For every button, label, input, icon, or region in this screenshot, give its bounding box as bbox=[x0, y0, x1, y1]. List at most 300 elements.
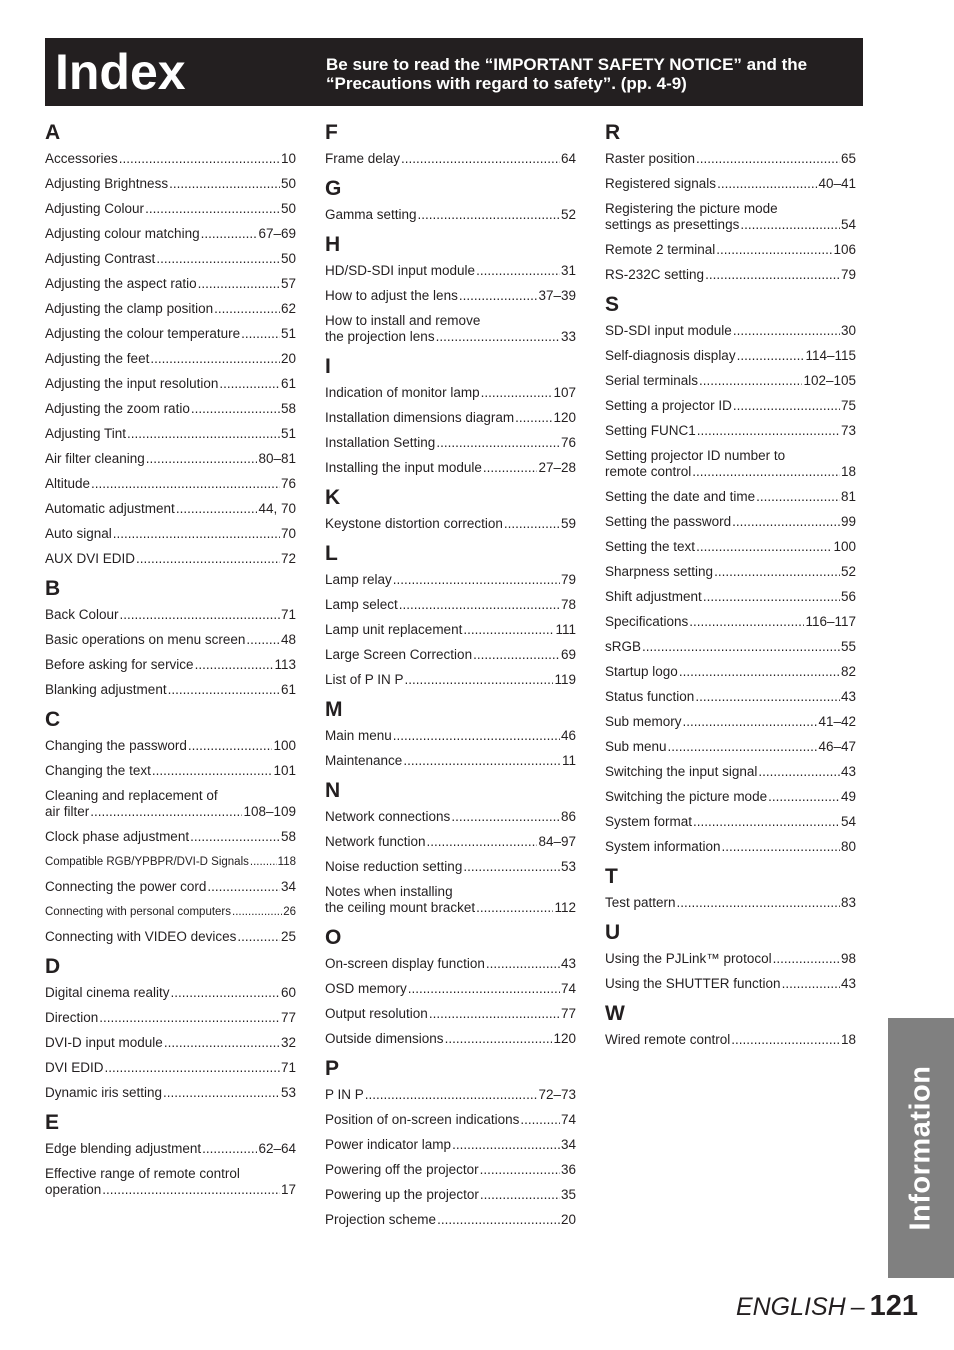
index-entry-page: 46 bbox=[560, 728, 576, 743]
dot-leader bbox=[176, 501, 258, 517]
index-entry-text: Switching the picture mode bbox=[605, 789, 768, 804]
index-entry bbox=[605, 710, 856, 735]
index-entry-text: Adjusting Contrast bbox=[45, 251, 156, 266]
index-entry bbox=[605, 344, 856, 369]
dot-leader bbox=[436, 329, 560, 345]
dot-leader bbox=[740, 217, 840, 233]
index-entry-page: 33 bbox=[560, 329, 576, 344]
dot-leader bbox=[697, 423, 840, 439]
index-entry-page: 44, 70 bbox=[258, 501, 296, 516]
index-entry-text: Specifications bbox=[605, 614, 689, 629]
index-entry-page: 67–69 bbox=[258, 226, 296, 241]
index-entry-text-line-1: Setting projector ID number to bbox=[605, 448, 786, 463]
index-entry-text: OSD memory bbox=[325, 981, 407, 996]
page-footer bbox=[736, 1290, 918, 1323]
index-entry-text: operation bbox=[45, 1182, 102, 1197]
index-entry bbox=[605, 147, 856, 172]
dot-leader bbox=[219, 376, 280, 392]
dot-leader bbox=[463, 859, 560, 875]
dot-leader bbox=[232, 904, 282, 920]
index-entry-text: Using the PJLink™ protocol bbox=[605, 951, 772, 966]
dot-leader bbox=[102, 1182, 280, 1198]
index-entry bbox=[325, 1083, 576, 1108]
page-title: Index bbox=[55, 44, 186, 100]
index-entry-page: 31 bbox=[560, 263, 576, 278]
index-letter-heading: G bbox=[325, 177, 342, 200]
index-entry-text: P IN P bbox=[325, 1087, 364, 1102]
index-entry-text: Adjusting the colour temperature bbox=[45, 326, 241, 341]
index-entry-page: 76 bbox=[560, 435, 576, 450]
index-entry-text: Keystone distortion correction bbox=[325, 516, 503, 531]
index-entry-text: SD-SDI input module bbox=[605, 323, 732, 338]
index-entry-page: 27–28 bbox=[538, 460, 576, 475]
index-entry bbox=[325, 456, 576, 481]
index-entry-page: 52 bbox=[560, 207, 576, 222]
index-entry-page: 78 bbox=[560, 597, 576, 612]
index-entry bbox=[605, 535, 856, 560]
index-entry bbox=[325, 749, 576, 774]
dot-leader bbox=[250, 854, 277, 870]
index-entry-page: 65 bbox=[840, 151, 856, 166]
index-entry-text: Startup logo bbox=[605, 664, 678, 679]
index-entry-text: Indication of monitor lamp bbox=[325, 385, 480, 400]
index-letter-heading: P bbox=[325, 1057, 340, 1080]
index-entry-text: Raster position bbox=[605, 151, 696, 166]
index-entry-text: Automatic adjustment bbox=[45, 501, 175, 516]
index-entry-page: 86 bbox=[560, 809, 576, 824]
index-letter-heading: M bbox=[325, 698, 343, 721]
dot-leader bbox=[399, 597, 560, 613]
index-entry-text: On-screen display function bbox=[325, 956, 485, 971]
index-entry-text: Changing the text bbox=[45, 763, 151, 778]
index-entry-page: 76 bbox=[280, 476, 296, 491]
index-entry-page: 114–115 bbox=[805, 348, 856, 363]
dot-leader bbox=[99, 1010, 280, 1026]
index-entry-page: 43 bbox=[560, 956, 576, 971]
index-entry bbox=[325, 431, 576, 456]
dot-leader bbox=[120, 607, 280, 623]
index-letter-heading: W bbox=[605, 1002, 625, 1025]
index-entry-text: Network function bbox=[325, 834, 426, 849]
index-entry-text: Accessories bbox=[45, 151, 118, 166]
index-entry-page: 77 bbox=[280, 1010, 296, 1025]
footer-separator: – bbox=[850, 1293, 865, 1321]
dot-leader bbox=[429, 1006, 560, 1022]
index-entry-page: 81 bbox=[840, 489, 856, 504]
index-column-3 bbox=[605, 119, 856, 1053]
index-entry-page: 113 bbox=[274, 657, 296, 672]
index-entry-page: 53 bbox=[280, 1085, 296, 1100]
index-entry-text: Noise reduction setting bbox=[325, 859, 463, 874]
dot-leader bbox=[445, 1031, 553, 1047]
dot-leader bbox=[408, 981, 560, 997]
index-entry bbox=[605, 197, 856, 238]
index-entry bbox=[325, 259, 576, 284]
index-entry-text: Compatible RGB/YPBPR/DVI-D Signals bbox=[45, 856, 249, 868]
index-entry-text: Edge blending adjustment bbox=[45, 1141, 202, 1156]
dot-leader bbox=[486, 956, 560, 972]
dot-leader bbox=[773, 951, 840, 967]
index-entry bbox=[45, 247, 296, 272]
index-entry bbox=[45, 900, 296, 925]
index-letter-heading: K bbox=[325, 486, 341, 509]
index-entry-text: Test pattern bbox=[605, 895, 676, 910]
dot-leader bbox=[195, 657, 274, 673]
index-entry bbox=[325, 406, 576, 431]
index-entry bbox=[605, 238, 856, 263]
index-entry-page: 99 bbox=[840, 514, 856, 529]
index-entry-text: Serial terminals bbox=[605, 373, 699, 388]
index-column-1 bbox=[45, 119, 296, 1203]
index-letter-heading: R bbox=[605, 121, 621, 144]
index-entry-page: 73 bbox=[840, 423, 856, 438]
index-entry bbox=[325, 1002, 576, 1027]
index-entry-text: Adjusting colour matching bbox=[45, 226, 200, 241]
index-entry-page: 43 bbox=[840, 689, 856, 704]
index-entry-page: 37–39 bbox=[538, 288, 576, 303]
index-entry-page: 101 bbox=[273, 763, 296, 778]
index-entry bbox=[45, 297, 296, 322]
dot-leader bbox=[113, 526, 280, 542]
index-entry-text: Adjusting the input resolution bbox=[45, 376, 219, 391]
index-letter-heading: N bbox=[325, 779, 341, 802]
index-entry bbox=[325, 1208, 576, 1233]
index-entry bbox=[605, 835, 856, 860]
index-entry bbox=[325, 1027, 576, 1052]
index-entry bbox=[605, 319, 856, 344]
index-entry bbox=[45, 222, 296, 247]
index-entry bbox=[325, 618, 576, 643]
index-entry-page: 62–64 bbox=[258, 1141, 296, 1156]
index-entry-page: 80 bbox=[840, 839, 856, 854]
index-entry bbox=[605, 891, 856, 916]
index-entry bbox=[45, 372, 296, 397]
index-entry-page: 74 bbox=[560, 1112, 576, 1127]
index-entry bbox=[45, 197, 296, 222]
index-entry-page: 60 bbox=[280, 985, 296, 1000]
index-entry bbox=[605, 263, 856, 288]
index-entry-text: Status function bbox=[605, 689, 695, 704]
index-entry-text: Connecting the power cord bbox=[45, 879, 207, 894]
index-entry bbox=[605, 172, 856, 197]
index-entry-text: Basic operations on menu screen bbox=[45, 632, 246, 647]
index-entry-page: 61 bbox=[280, 682, 296, 697]
dot-leader bbox=[483, 460, 538, 476]
index-letter-heading: I bbox=[325, 355, 331, 378]
index-entry-page: 43 bbox=[840, 764, 856, 779]
index-entry-text: Maintenance bbox=[325, 753, 403, 768]
index-entry bbox=[45, 875, 296, 900]
dot-leader bbox=[198, 276, 280, 292]
index-entry-text: Direction bbox=[45, 1010, 99, 1025]
index-letter-heading: E bbox=[45, 1111, 60, 1134]
section-tab bbox=[888, 1018, 954, 1278]
dot-leader bbox=[693, 814, 840, 830]
dot-leader bbox=[677, 895, 840, 911]
page-number: 121 bbox=[869, 1290, 918, 1322]
index-entry-page: 34 bbox=[280, 879, 296, 894]
index-entry bbox=[325, 1158, 576, 1183]
dot-leader bbox=[679, 664, 840, 680]
index-entry-page: 118 bbox=[277, 856, 296, 868]
index-entry bbox=[325, 880, 576, 921]
dot-leader bbox=[520, 1112, 560, 1128]
index-entry bbox=[605, 810, 856, 835]
index-entry-text: Setting the date and time bbox=[605, 489, 756, 504]
index-entry-page: 111 bbox=[555, 622, 576, 637]
dot-leader bbox=[683, 714, 818, 730]
dot-leader bbox=[733, 398, 840, 414]
dot-leader bbox=[188, 738, 273, 754]
index-entry-text: Wired remote control bbox=[605, 1032, 731, 1047]
dot-leader bbox=[696, 151, 840, 167]
index-entry-text: the projection lens bbox=[325, 329, 435, 344]
index-entry-text: Air filter cleaning bbox=[45, 451, 145, 466]
index-entry-text: Output resolution bbox=[325, 1006, 428, 1021]
dot-leader bbox=[515, 410, 552, 426]
index-entry-text: HD/SD-SDI input module bbox=[325, 263, 476, 278]
index-letter-heading: A bbox=[45, 121, 61, 144]
index-entry bbox=[325, 805, 576, 830]
index-entry bbox=[605, 585, 856, 610]
dot-leader bbox=[476, 263, 560, 279]
index-header bbox=[45, 38, 863, 106]
dot-leader bbox=[696, 539, 832, 555]
index-entry-text: Adjusting the aspect ratio bbox=[45, 276, 197, 291]
index-entry-page: 80–81 bbox=[258, 451, 296, 466]
dot-leader bbox=[145, 201, 280, 217]
index-entry-page: 55 bbox=[840, 639, 856, 654]
index-entry-page: 69 bbox=[560, 647, 576, 662]
index-entry-page: 75 bbox=[840, 398, 856, 413]
dot-leader bbox=[481, 385, 553, 401]
index-entry-text: settings as presettings bbox=[605, 217, 740, 232]
dot-leader bbox=[146, 451, 258, 467]
index-entry bbox=[45, 1006, 296, 1031]
dot-leader bbox=[201, 226, 258, 242]
index-entry-text-line-1: Notes when installing bbox=[325, 884, 453, 899]
index-entry-text: Adjusting the feet bbox=[45, 351, 150, 366]
index-entry-text: Sub memory bbox=[605, 714, 682, 729]
dot-leader bbox=[731, 1032, 840, 1048]
index-entry-text: Altitude bbox=[45, 476, 91, 491]
dot-leader bbox=[401, 151, 560, 167]
index-entry bbox=[45, 1162, 296, 1203]
index-entry-text: Outside dimensions bbox=[325, 1031, 444, 1046]
dot-leader bbox=[476, 900, 553, 916]
index-entry-text: Powering up the projector bbox=[325, 1187, 479, 1202]
index-entry bbox=[45, 422, 296, 447]
dot-leader bbox=[241, 326, 280, 342]
index-entry bbox=[605, 1028, 856, 1053]
index-entry bbox=[45, 825, 296, 850]
index-entry-text-line-1: Effective range of remote control bbox=[45, 1166, 240, 1181]
index-entry-page: 70 bbox=[280, 526, 296, 541]
index-entry-text: air filter bbox=[45, 804, 90, 819]
index-entry-page: 43 bbox=[840, 976, 856, 991]
index-letter-heading: F bbox=[325, 121, 338, 144]
index-entry bbox=[45, 1031, 296, 1056]
index-entry bbox=[325, 512, 576, 537]
index-entry bbox=[45, 981, 296, 1006]
dot-leader bbox=[136, 551, 280, 567]
index-letter-heading: B bbox=[45, 577, 61, 600]
index-entry-page: 120 bbox=[553, 1031, 576, 1046]
index-entry-text: Remote 2 terminal bbox=[605, 242, 716, 257]
index-entry-text: Adjusting Colour bbox=[45, 201, 145, 216]
index-entry bbox=[45, 322, 296, 347]
index-entry-page: 11 bbox=[561, 753, 576, 768]
index-letter-heading: U bbox=[605, 921, 621, 944]
dot-leader bbox=[642, 639, 840, 655]
index-entry-text: Changing the password bbox=[45, 738, 187, 753]
dot-leader bbox=[459, 288, 538, 304]
index-entry-text: Auto signal bbox=[45, 526, 112, 541]
dot-leader bbox=[207, 879, 280, 895]
dot-leader bbox=[168, 682, 280, 698]
dot-leader bbox=[191, 401, 280, 417]
index-letter-heading: H bbox=[325, 233, 341, 256]
dot-leader bbox=[733, 323, 840, 339]
index-entry-text: Sharpness setting bbox=[605, 564, 714, 579]
index-column-2 bbox=[325, 119, 576, 1233]
index-entry bbox=[45, 172, 296, 197]
index-entry-text: Registered signals bbox=[605, 176, 717, 191]
index-entry-page: 54 bbox=[840, 814, 856, 829]
index-entry-page: 57 bbox=[280, 276, 296, 291]
index-entry-text: Sub menu bbox=[605, 739, 667, 754]
index-entry-text: Connecting with VIDEO devices bbox=[45, 929, 237, 944]
index-entry-text-line-1: How to install and remove bbox=[325, 313, 481, 328]
index-entry-text: System information bbox=[605, 839, 721, 854]
index-entry-page: 18 bbox=[840, 1032, 856, 1047]
index-entry-text: Main menu bbox=[325, 728, 392, 743]
index-entry bbox=[325, 952, 576, 977]
index-entry-page: 61 bbox=[280, 376, 296, 391]
index-entry-page: 26 bbox=[283, 906, 296, 918]
index-entry-text: Back Colour bbox=[45, 607, 119, 622]
index-entry bbox=[325, 568, 576, 593]
index-entry-text: sRGB bbox=[605, 639, 642, 654]
index-entry bbox=[325, 668, 576, 693]
dot-leader bbox=[452, 1137, 560, 1153]
index-entry-text: Clock phase adjustment bbox=[45, 829, 190, 844]
dot-leader bbox=[365, 1087, 538, 1103]
index-entry-text: Dynamic iris setting bbox=[45, 1085, 163, 1100]
dot-leader bbox=[152, 763, 273, 779]
index-entry-text: Shift adjustment bbox=[605, 589, 702, 604]
index-entry-page: 50 bbox=[280, 176, 296, 191]
index-entry-page: 40–41 bbox=[818, 176, 856, 191]
index-entry-text: DVI-D input module bbox=[45, 1035, 163, 1050]
index-entry-text-line-1: Registering the picture mode bbox=[605, 201, 778, 216]
index-entry-text: Blanking adjustment bbox=[45, 682, 167, 697]
index-entry bbox=[605, 610, 856, 635]
dot-leader bbox=[480, 1162, 560, 1178]
dot-leader bbox=[717, 176, 817, 192]
dot-leader bbox=[758, 764, 840, 780]
index-entry-page: 72–73 bbox=[538, 1087, 576, 1102]
index-entry bbox=[605, 735, 856, 760]
dot-leader bbox=[190, 829, 280, 845]
index-entry-text: Adjusting the zoom ratio bbox=[45, 401, 190, 416]
index-entry-page: 51 bbox=[280, 426, 296, 441]
index-entry-text: Lamp select bbox=[325, 597, 398, 612]
index-entry bbox=[605, 685, 856, 710]
dot-leader bbox=[150, 351, 280, 367]
index-entry-page: 58 bbox=[280, 401, 296, 416]
index-entry-page: 30 bbox=[840, 323, 856, 338]
dot-leader bbox=[105, 1060, 280, 1076]
safety-notice: Be sure to read the “IMPORTANT SAFETY NOTICE” and the “Precautions with regard to safety”. (pp. 4-9) bbox=[326, 55, 808, 93]
index-entry-text: AUX DVI EDID bbox=[45, 551, 136, 566]
index-entry bbox=[605, 510, 856, 535]
index-entry-text: Projection scheme bbox=[325, 1212, 437, 1227]
dot-leader bbox=[782, 976, 840, 992]
index-letter-heading: L bbox=[325, 542, 338, 565]
dot-leader bbox=[756, 489, 840, 505]
index-entry-text: remote control bbox=[605, 464, 692, 479]
dot-leader bbox=[403, 753, 561, 769]
index-entry bbox=[45, 784, 296, 825]
index-entry-text: Lamp unit replacement bbox=[325, 622, 463, 637]
index-entry-page: 46–47 bbox=[818, 739, 856, 754]
dot-leader bbox=[418, 207, 560, 223]
dot-leader bbox=[737, 348, 805, 364]
index-entry bbox=[45, 850, 296, 875]
dot-leader bbox=[169, 176, 280, 192]
index-entry-text: Frame delay bbox=[325, 151, 401, 166]
index-entry-text: Network connections bbox=[325, 809, 451, 824]
footer-language: ENGLISH bbox=[735, 1293, 846, 1321]
index-entry-page: 20 bbox=[560, 1212, 576, 1227]
dot-leader bbox=[463, 622, 554, 638]
index-entry-page: 51 bbox=[280, 326, 296, 341]
index-entry-page: 18 bbox=[840, 464, 856, 479]
index-entry-page: 35 bbox=[560, 1187, 576, 1202]
index-entry-page: 120 bbox=[553, 410, 576, 425]
index-entry bbox=[325, 724, 576, 749]
index-entry bbox=[605, 394, 856, 419]
index-entry bbox=[605, 660, 856, 685]
index-entry-page: 62 bbox=[280, 301, 296, 316]
index-entry bbox=[45, 472, 296, 497]
index-entry-text: Powering off the projector bbox=[325, 1162, 479, 1177]
index-entry bbox=[325, 1133, 576, 1158]
index-entry bbox=[605, 485, 856, 510]
dot-leader bbox=[692, 464, 840, 480]
index-entry-text: Installing the input module bbox=[325, 460, 482, 475]
index-entry bbox=[45, 347, 296, 372]
dot-leader bbox=[716, 242, 832, 258]
dot-leader bbox=[699, 373, 802, 389]
index-entry-text: Lamp relay bbox=[325, 572, 392, 587]
index-entry-page: 50 bbox=[280, 201, 296, 216]
index-entry-text-line-1: Cleaning and replacement of bbox=[45, 788, 218, 803]
index-entry-text: List of P IN P bbox=[325, 672, 404, 687]
index-entry bbox=[45, 1056, 296, 1081]
index-entry-text: System format bbox=[605, 814, 693, 829]
index-entry bbox=[605, 760, 856, 785]
dot-leader bbox=[437, 1212, 560, 1228]
index-entry-text: Adjusting Tint bbox=[45, 426, 127, 441]
index-letter-heading: O bbox=[325, 926, 342, 949]
index-entry-page: 72 bbox=[280, 551, 296, 566]
index-entry bbox=[45, 522, 296, 547]
dot-leader bbox=[689, 614, 804, 630]
index-entry-text: Switching the input signal bbox=[605, 764, 758, 779]
dot-leader bbox=[705, 267, 840, 283]
